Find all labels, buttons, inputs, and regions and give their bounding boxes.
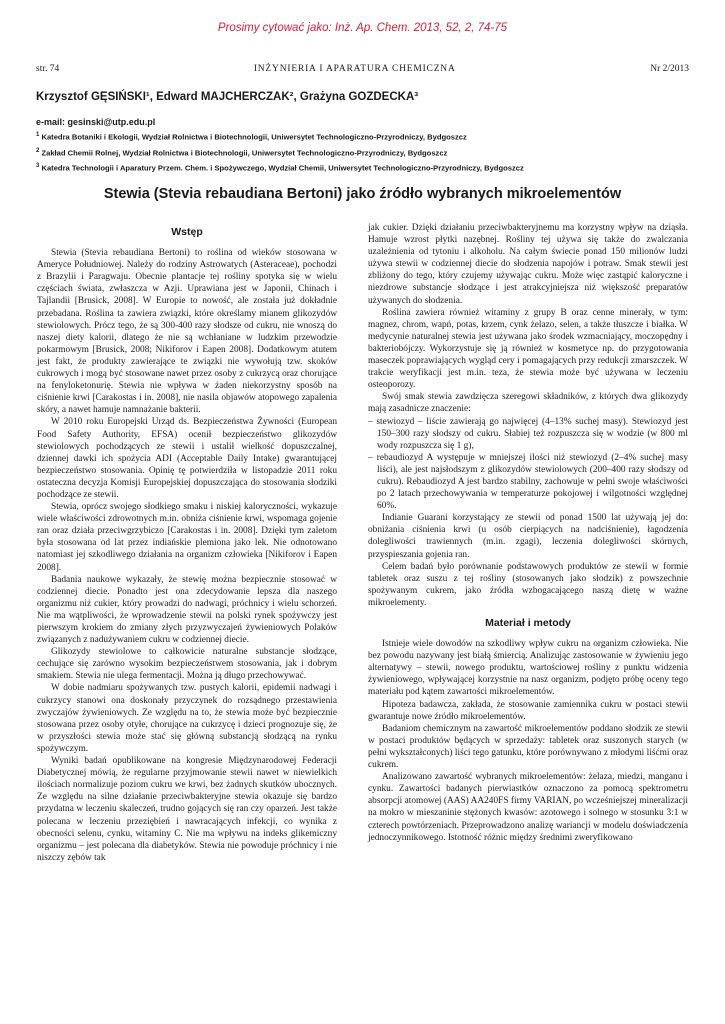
affiliation-3: $^3$ Katedra Technologii i Aparatury Przem. Chem. i Spożywczego, Wydział Chemii, Uniwersytet Technologiczno-Przyrodniczy, Bydgoszcz [36, 163, 524, 173]
paragraph: Celem badań było porównanie podstawowych produktów ze stewii w formie tabletek oraz suszu z tej rośliny (stosowanych jako słodzik) z powszechnie spożywanym cukrem, jako źródła wzbogacającego naszą dietę w ważne mikroelementy. [368, 561, 688, 608]
page-number: str. 74 [36, 64, 60, 74]
email: e-mail: gesinski@utp.edu.pl [36, 117, 156, 127]
issue-number: Nr 2/2013 [650, 64, 689, 74]
list-item: – rebaudiozyd A występuje w mniejszej ilości niż stewiozyd (2–4% suchej masy liści), ale jest najsłodszym z glikozydów stewiolowych (200–400 razy słodszy od cukru). Rebaudiozyd A jest bardzo stabilny, zachowuje w pełni swoje właściwości po 2 latach przechowywania w temperaturze pokojowej i wilgotności względnej 60%. [368, 452, 688, 512]
paragraph: Badaniom chemicznym na zawartość mikroelementów poddano słodzik ze stewii w postaci produktów będących w sprzedaży: tabletek oraz suszonych starych (w pełni wykształconych) liści tego gatunku, które porównywano z młodymi liśćmi oraz cukrem. [368, 723, 688, 771]
paragraph: Glikozydy stewiolowe to całkowicie naturalne substancje słodzące, cechujące się zarówno wysokim bezpieczeństwem stosowania, jak i dobrym smakiem. Stewia nie ulega fermentacji. Można ją długo przechowywać. [37, 647, 337, 682]
citation-note: Prosimy cytować jako: Inż. Ap. Chem. 2013, 52, 2, 74-75 [217, 22, 508, 34]
paragraph: Stewia (Stevia rebaudiana Bertoni) to roślina od wieków stosowana w Ameryce Południowej. Należy do rodziny Astrowatych (Asteraceae), pochodzi z Brazylii i Paragwaju. Obecnie plantacje tej rośliny spotyka się w wielu częściach świata, zwłaszcza w Azji. Uprawiana jest w Japonii, Chinach i Tajlandii [Brusick, 2008]. W Europie to nowość, ale została już dokładnie przebadana. Roślina ta zawiera związki, które określamy mianem glikozydów stewiolowych. Prócz tego, że są 300-400 razy słodsze od cukru, nie wnoszą do naszej diety kalorii, dlatego że nie są wchłaniane w ludzkim przewodzie pokarmowym [Brusick, 2008; Nikiforov i Eapen 2008]. Dodatkowym atutem jest fakt, że produkty zawierające te związki nie wywołują tzw. skoków cukrowych i mogą być stosowane nawet przez osoby z cukrzycą oraz chorujące na fenyloketonurię. Stewia nie wpływa w żaden niekorzystny sposób na ciśnienie krwi [Carakostas i in. 2008], nie nasila objawów atopowego zapalenia skóry, a nawet hamuje namnażanie bakterii. [37, 248, 337, 416]
journal-name: INŻYNIERIA I APARATURA CHEMICZNA [253, 64, 456, 74]
section-heading-intro: Wstęp [171, 226, 203, 238]
running-head [36, 64, 689, 74]
paragraph: Analizowano zawartość wybranych mikroelementów: żelaza, miedzi, manganu i cynku. Zawartości badanych pierwiastków oznaczono za pomocą spektrometru absorpcji atomowej (AAS) AA240FS firmy VARIAN, po wcześniejszej mineralizacji na mokro w mieszaninie stężonych kwasów: azotowego i solnego w stosunku 3:1 w czterech powtórzeniach. Przeprowadzono analizę wariancji w modelu doświadczenia jednoczynnikowego. Istotność różnic między średnimi zweryfikowano [368, 772, 688, 843]
list-item: – stewiozyd – liście zawierają go najwięcej (4–13% suchej masy). Stewiozyd jest 150–300 razy słodszy od cukru. Słabiej też rozpuszcza się w wodzie (w 800 ml wody rozpuszcza się 1 g), [368, 416, 688, 451]
paragraph: jak cukier. Dzięki działaniu przeciwbakteryjnemu ma korzystny wpływ na dziąsła. Hamuje wzrost płytki nazębnej. Rośliny tej używa się także do zwalczania uzależnienia od tytoniu i alkoholu. Na całym świecie ponad 150 milionów ludzi używa stewii w codziennej diecie do słodzenia napojów i potraw. Smak stewii jest zbliżony do tego, który czujemy używając cukru. Może więc zastąpić kaloryczne i niezdrowe substancje słodzące i jest atrakcyjniejsza niż większość preparatów używanych do słodzenia. [368, 223, 688, 306]
glycoside-list [368, 416, 688, 513]
paragraph: Roślina zawiera również witaminy z grupy B oraz cenne minerały, w tym: magnez, chrom, wapń, potas, krzem, cynk żelazo, selen, a także tłuszcze i białka. W medycynie naturalnej stewia jest używana jako środek wzmacniający, moczopędny i bakteriobójczy. Wykorzystuje się ją również w kosmetyce np. do przygotowania maseczek poprawiających wygląd cery i pomagających przy redukcji zmarszczek. W trakcie weryfikacji jest m.in. teza, że stewia może być używana w leczeniu osteoporozy. [368, 307, 688, 391]
paragraph: Stewia, oprócz swojego słodkiego smaku i niskiej kaloryczności, wykazuje wiele właściwości zdrowotnych m.in. obniża ciśnienie krwi, wspomaga gojenie ran oraz działa przeciwgrzybiczo [Carakostas i in. 2008]. Dzięki tym zaletom była stosowana od lat przez indiańskie plemiona jako lek. Nie odnotowano natomiast jej szkodliwego działania na organizm człowieka [Nikiforov i Eapen 2008]. [37, 502, 337, 573]
left-column [37, 224, 337, 864]
right-column [368, 222, 688, 844]
paragraph: W 2010 roku Europejski Urząd ds. Bezpieczeństwa Żywności (European Food Safety Authority, EFSA) ocenił bezpieczeństwo glikozydów stewiolowych pochodzących ze stewii i ustalił wielkość dopuszczalnej, dziennej dawki ich spożycia ADI (Acceptable Daily Intake) gwarantującej bezpieczeństwo stosowania. Opinię tę potwierdziła w listopadzie 2011 roku ostateczna decyzja Komisji Europejskiej dopuszczająca do stosowania słodziki pochodzące ze stewii. [37, 417, 337, 500]
paragraph: Swój smak stewia zawdzięcza szeregowi składników, z których dwa glikozydy mają zasadnicze znaczenie: [368, 392, 688, 415]
authors: Krzysztof GĘSIŃSKI¹, Edward MAJCHERCZAK², Grażyna GOZDECKA³ [36, 91, 419, 103]
paragraph: Wyniki badań opublikowane na kongresie Międzynarodowej Federacji Diabetycznej mówią, że regularne przyjmowanie stewii nawet w niewielkich ilościach normalizuje poziom cukru we krwi, bez żadnych skutków ubocznych. Ze względu na silne działanie przeciwbakteryjne stewia okazuje się bardzo przydatna w leczeniu skaleczeń, trudno gojących się ran czy oparzeń. Jest także polecana w leczeniu przeziębień i nawracających infekcji, co wynika z obecności selenu, cynku, witaminy C. Nie ma wpływu na indeks glikemiczny organizmu – jest polecana dla diabetyków. Stewia nie powoduje próchnicy i nie niszczy zębów tak [37, 756, 337, 863]
paragraph: Badania naukowe wykazały, że stewię można bezpiecznie stosować w codziennej diecie. Ponadto jest ona zdecydowanie lepsza dla naszego organizmu niż cukier, który prowadzi do nadwagi, próchnicy i wielu schorzeń. Nie ma wątpliwości, że wprowadzenie stewii na polski rynek spożywczy jest pierwszym krokiem do zmiany złych przyzwyczajeń żywieniowych Polaków związanych z nadużywaniem cukru w codziennej diecie. [37, 574, 337, 646]
paragraph: Hipoteza badawcza, zakłada, że stosowanie zamiennika cukru w postaci stewii gwarantuje nowe źródło mikroelementów. [368, 699, 688, 722]
paragraph: Istnieje wiele dowodów na szkodliwy wpływ cukru na organizm człowieka. Nie bez powodu nazywany jest białą śmiercią. Analizując zastosowanie w żywieniu jego alternatywy – stewii, nowego produktu, wartościowej rośliny z punktu widzenia żywieniowego, wpływającej korzystnie na nasz organizm, podjęto próbę oceny tego materiału pod kątem zawartości mikroelementów. [368, 639, 688, 698]
paragraph: Indianie Guarani korzystający ze stewii od ponad 1500 lat używają jej do: obniżania ciśnienia krwi (u osób cierpiących na nadciśnienie), łagodzenia dolegliwości trawiennych (m.in. zgagi), leczenia dolegliwości skórnych, przyspieszania gojenia ran. [368, 513, 688, 560]
section-heading-methods: Materiał i metody [485, 617, 571, 629]
paper-title: Stewia (Stevia rebaudiana Bertoni) jako źródło wybranych mikroelementów [103, 186, 622, 202]
affiliation-1: $^1$ Katedra Botaniki i Ekologii, Wydział Rolnictwa i Biotechnologii, Uniwersytet Technologiczno-Przyrodniczy, Bydgoszcz [36, 132, 467, 142]
affiliation-2: $^2$ Zakład Chemii Rolnej, Wydział Rolnictwa i Biotechnologii, Uniwersytet Technologiczno-Przyrodniczy, Bydgoszcz [36, 148, 448, 158]
paragraph: W dobie nadmiaru spożywanych tzw. pustych kalorii, epidemii nadwagi i cukrzycy stanowi ona doskonały przyczynek do rozsądnego przestawienia zwyczajów żywieniowych. Ze względu na to, że stewia może być bezpiecznie stosowana przez osoby otyłe, chorujące na cukrzycę i dzieci prognozuje się, że w przyszłości stewia może stać się główną substancją słodzącą na rynku spożywczym. [37, 683, 337, 754]
